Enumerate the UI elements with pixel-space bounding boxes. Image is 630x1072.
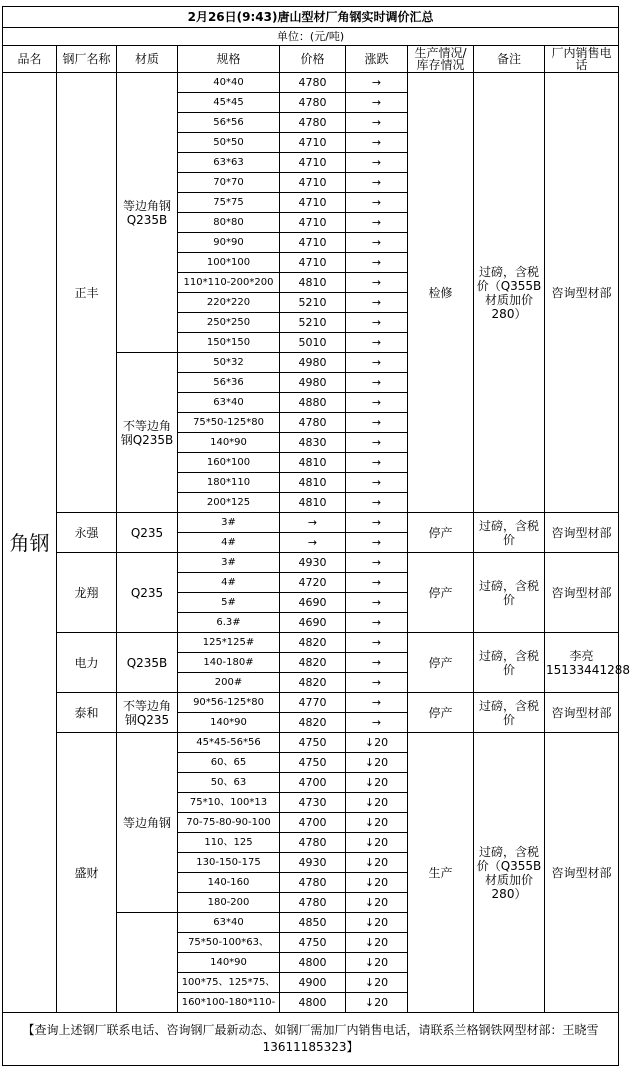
material-cell [117, 913, 178, 1013]
material-cell: Q235 [117, 513, 178, 553]
status-cell: 停产 [408, 553, 474, 633]
spec-cell: 63*40 [178, 393, 280, 413]
spec-cell: 75*50-100*63、 [178, 933, 280, 953]
header-product: 品名 [3, 46, 57, 73]
spec-cell: 160*100 [178, 453, 280, 473]
table-row [3, 553, 619, 573]
phone-cell: 咨询型材部 [545, 733, 619, 1013]
category-cell: 角钢 [3, 73, 57, 1013]
status-cell: 停产 [408, 633, 474, 693]
change-cell: → [346, 653, 408, 673]
spec-cell: 140*90 [178, 713, 280, 733]
price-cell: 5210 [280, 313, 346, 333]
mill-name: 永强 [57, 513, 117, 553]
spec-cell: 220*220 [178, 293, 280, 313]
spec-cell: 180*110 [178, 473, 280, 493]
change-cell: → [346, 113, 408, 133]
spec-cell: 50*50 [178, 133, 280, 153]
spec-cell: 200*125 [178, 493, 280, 513]
price-cell: → [280, 513, 346, 533]
spec-cell: 3# [178, 553, 280, 573]
table-row [3, 633, 619, 653]
price-cell: 4690 [280, 593, 346, 613]
header-status: 生产情况/库存情况 [408, 46, 474, 73]
spec-cell: 3# [178, 513, 280, 533]
price-table [2, 6, 630, 1066]
spec-cell: 140*90 [178, 433, 280, 453]
change-cell: → [346, 693, 408, 713]
price-cell: 4710 [280, 153, 346, 173]
spec-cell: 250*250 [178, 313, 280, 333]
spec-cell: 90*90 [178, 233, 280, 253]
change-cell: ↓20 [346, 953, 408, 973]
change-cell: → [346, 133, 408, 153]
spec-cell: 80*80 [178, 213, 280, 233]
price-cell: 4980 [280, 373, 346, 393]
price-cell: 4810 [280, 273, 346, 293]
spec-cell: 50、63 [178, 773, 280, 793]
status-cell: 检修 [408, 73, 474, 513]
remark-cell: 过磅，含税价 [474, 553, 545, 633]
change-cell: → [346, 213, 408, 233]
spec-cell: 6.3# [178, 613, 280, 633]
material-cell: Q235 [117, 553, 178, 633]
price-cell: 4780 [280, 833, 346, 853]
price-cell: 4730 [280, 793, 346, 813]
change-cell: → [346, 553, 408, 573]
change-cell: → [346, 93, 408, 113]
mill-name: 盛财 [57, 733, 117, 1013]
status-cell: 停产 [408, 513, 474, 553]
footer-note: 【查询上述钢厂联系电话、咨询钢厂最新动态、如钢厂需加厂内销售电话，请联系兰格钢铁网型材部：王晓雪13611185323】 [3, 1013, 619, 1066]
price-cell: 4820 [280, 633, 346, 653]
spec-cell: 70-75-80-90-100 [178, 813, 280, 833]
change-cell: → [346, 173, 408, 193]
price-cell: 4710 [280, 133, 346, 153]
status-cell: 停产 [408, 693, 474, 733]
change-cell: ↓20 [346, 873, 408, 893]
price-cell: 4770 [280, 693, 346, 713]
price-cell: 4930 [280, 553, 346, 573]
change-cell: → [346, 413, 408, 433]
spec-cell: 5# [178, 593, 280, 613]
material-cell: 等边角钢 [117, 733, 178, 913]
phone-cell: 李亮15133441288 [545, 633, 619, 693]
price-cell: 4750 [280, 753, 346, 773]
header-material: 材质 [117, 46, 178, 73]
spec-cell: 75*50-125*80 [178, 413, 280, 433]
material-cell: 等边角钢Q235B [117, 73, 178, 353]
spec-cell: 45*45-56*56 [178, 733, 280, 753]
spec-cell: 150*150 [178, 333, 280, 353]
change-cell: ↓20 [346, 973, 408, 993]
spec-cell: 60、65 [178, 753, 280, 773]
remark-cell: 过磅，含税价 [474, 513, 545, 553]
spec-cell: 40*40 [178, 73, 280, 93]
change-cell: → [346, 633, 408, 653]
price-cell: 4780 [280, 73, 346, 93]
price-cell: 4710 [280, 233, 346, 253]
spec-cell: 100*75、125*75、 [178, 973, 280, 993]
price-cell: 4690 [280, 613, 346, 633]
price-cell: 4780 [280, 893, 346, 913]
material-cell: 不等边角钢Q235 [117, 693, 178, 733]
change-cell: → [346, 373, 408, 393]
change-cell: → [346, 333, 408, 353]
change-cell: → [346, 293, 408, 313]
change-cell: → [346, 513, 408, 533]
price-cell: 4930 [280, 853, 346, 873]
change-cell: → [346, 613, 408, 633]
change-cell: → [346, 353, 408, 373]
header-change: 涨跌 [346, 46, 408, 73]
spec-cell: 140-180# [178, 653, 280, 673]
change-cell: → [346, 273, 408, 293]
spec-cell: 100*100 [178, 253, 280, 273]
status-cell: 生产 [408, 733, 474, 1013]
spec-cell: 4# [178, 573, 280, 593]
change-cell: → [346, 433, 408, 453]
change-cell: ↓20 [346, 833, 408, 853]
price-cell: 4880 [280, 393, 346, 413]
change-cell: → [346, 73, 408, 93]
spec-cell: 56*36 [178, 373, 280, 393]
change-cell: → [346, 453, 408, 473]
spec-cell: 63*63 [178, 153, 280, 173]
price-cell: 5210 [280, 293, 346, 313]
mill-name: 正丰 [57, 73, 117, 513]
price-cell: 4830 [280, 433, 346, 453]
spec-cell: 140*90 [178, 953, 280, 973]
price-cell: 4850 [280, 913, 346, 933]
price-cell: 4710 [280, 213, 346, 233]
page-title: 2月26日(9:43)唐山型材厂角钢实时调价汇总 [3, 7, 619, 28]
change-cell: ↓20 [346, 793, 408, 813]
change-cell: → [346, 253, 408, 273]
price-cell: 4780 [280, 93, 346, 113]
spec-cell: 70*70 [178, 173, 280, 193]
change-cell: → [346, 233, 408, 253]
spec-cell: 90*56-125*80 [178, 693, 280, 713]
table-row [3, 733, 619, 753]
mill-name: 龙翔 [57, 553, 117, 633]
change-cell: ↓20 [346, 773, 408, 793]
change-cell: → [346, 673, 408, 693]
price-cell: 4700 [280, 813, 346, 833]
spec-cell: 50*32 [178, 353, 280, 373]
price-cell: 4780 [280, 413, 346, 433]
price-cell: 4710 [280, 253, 346, 273]
spec-cell: 160*100-180*110- [178, 993, 280, 1013]
change-cell: → [346, 713, 408, 733]
change-cell: ↓20 [346, 913, 408, 933]
header-remark: 备注 [474, 46, 545, 73]
header-mill: 钢厂名称 [57, 46, 117, 73]
price-cell: 4980 [280, 353, 346, 373]
table-row [3, 693, 619, 713]
remark-cell: 过磅，含税价（Q355B材质加价280） [474, 733, 545, 1013]
table-row [3, 73, 619, 93]
change-cell: → [346, 473, 408, 493]
spec-cell: 110、125 [178, 833, 280, 853]
unit-label: 单位：(元/吨) [3, 28, 619, 46]
remark-cell: 过磅，含税价 [474, 693, 545, 733]
phone-cell: 咨询型材部 [545, 73, 619, 513]
change-cell: → [346, 593, 408, 613]
price-cell: → [280, 533, 346, 553]
price-cell: 4810 [280, 473, 346, 493]
change-cell: → [346, 533, 408, 553]
spec-cell: 140-160 [178, 873, 280, 893]
mill-name: 泰和 [57, 693, 117, 733]
price-cell: 4780 [280, 113, 346, 133]
mill-name: 电力 [57, 633, 117, 693]
change-cell: → [346, 393, 408, 413]
change-cell: → [346, 573, 408, 593]
price-cell: 4750 [280, 933, 346, 953]
header-phone: 厂内销售电话 [545, 46, 619, 73]
spec-cell: 130-150-175 [178, 853, 280, 873]
price-cell: 4800 [280, 993, 346, 1013]
phone-cell: 咨询型材部 [545, 693, 619, 733]
price-cell: 4820 [280, 713, 346, 733]
material-cell: 不等边角钢Q235B [117, 353, 178, 513]
spec-cell: 45*45 [178, 93, 280, 113]
price-cell: 4710 [280, 193, 346, 213]
price-cell: 4800 [280, 953, 346, 973]
change-cell: → [346, 313, 408, 333]
price-cell: 4810 [280, 453, 346, 473]
spec-cell: 200# [178, 673, 280, 693]
spec-cell: 125*125# [178, 633, 280, 653]
change-cell: ↓20 [346, 933, 408, 953]
price-cell: 4750 [280, 733, 346, 753]
header-row [3, 46, 619, 73]
price-cell: 5010 [280, 333, 346, 353]
spec-cell: 4# [178, 533, 280, 553]
price-cell: 4780 [280, 873, 346, 893]
price-cell: 4700 [280, 773, 346, 793]
remark-cell: 过磅，含税价（Q355B材质加价280） [474, 73, 545, 513]
spec-cell: 56*56 [178, 113, 280, 133]
price-cell: 4810 [280, 493, 346, 513]
spec-cell: 63*40 [178, 913, 280, 933]
remark-cell: 过磅，含税价 [474, 633, 545, 693]
change-cell: ↓20 [346, 853, 408, 873]
change-cell: → [346, 493, 408, 513]
change-cell: ↓20 [346, 893, 408, 913]
spec-cell: 180-200 [178, 893, 280, 913]
change-cell: ↓20 [346, 993, 408, 1013]
header-price: 价格 [280, 46, 346, 73]
phone-cell: 咨询型材部 [545, 513, 619, 553]
spec-cell: 75*75 [178, 193, 280, 213]
header-spec: 规格 [178, 46, 280, 73]
price-cell: 4720 [280, 573, 346, 593]
change-cell: → [346, 193, 408, 213]
change-cell: → [346, 153, 408, 173]
change-cell: ↓20 [346, 733, 408, 753]
change-cell: ↓20 [346, 753, 408, 773]
phone-cell: 咨询型材部 [545, 553, 619, 633]
material-cell: Q235B [117, 633, 178, 693]
price-cell: 4820 [280, 653, 346, 673]
spec-cell: 75*10、100*13 [178, 793, 280, 813]
change-cell: ↓20 [346, 813, 408, 833]
price-cell: 4900 [280, 973, 346, 993]
spec-cell: 110*110-200*200 [178, 273, 280, 293]
price-cell: 4820 [280, 673, 346, 693]
price-cell: 4710 [280, 173, 346, 193]
table-row [3, 513, 619, 533]
